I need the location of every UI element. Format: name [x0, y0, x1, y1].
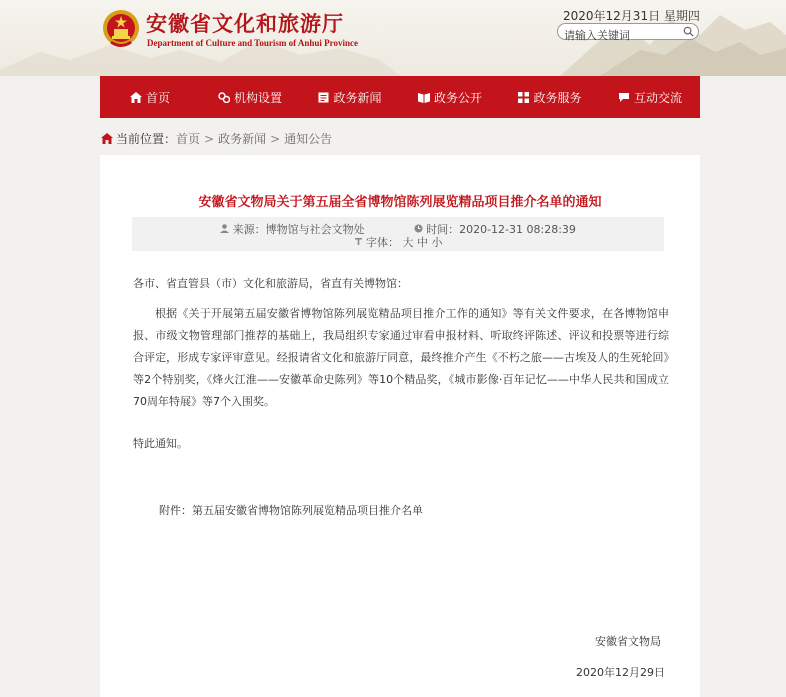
home-icon	[130, 92, 142, 103]
breadcrumb	[101, 130, 332, 147]
current-date: 2020年12月31日 星期四	[563, 9, 700, 23]
news-icon	[318, 92, 329, 103]
search-input[interactable]	[558, 28, 676, 43]
site-subtitle: Department of Culture and Tourism of Anhui Province	[147, 38, 358, 48]
nav-item-organization[interactable]	[200, 76, 300, 118]
font-size-medium[interactable]: 中	[417, 236, 428, 249]
breadcrumb-separator: >	[270, 131, 281, 146]
nav-label: 首页	[145, 90, 170, 105]
user-icon	[220, 224, 229, 233]
breadcrumb-separator: >	[204, 131, 215, 146]
article-salutation: 各市、省直管县（市）文化和旅游局，省直有关博物馆：	[133, 277, 408, 290]
article-panel	[100, 155, 700, 697]
search-icon[interactable]	[683, 26, 694, 37]
search-box	[557, 23, 699, 40]
breadcrumb-item-notices[interactable]: 通知公告	[284, 132, 333, 146]
open-icon	[418, 92, 430, 103]
signature: 安徽省文物局	[595, 635, 661, 648]
site-header	[0, 0, 786, 76]
main-nav	[100, 76, 700, 118]
article-time: 时间：2020-12-31 08:28:39	[426, 223, 576, 236]
nav-item-news[interactable]	[300, 76, 400, 118]
nav-item-open[interactable]	[400, 76, 500, 118]
article-paragraph: 根据《关于开展第五届安徽省博物馆陈列展览精品项目推介工作的通知》等有关文件要求，在各博物馆申报、市级文物管理部门推荐的基础上，我局组织专家通过审看申报材料、听取终评陈述、评议和投票等进行综合评定，形成专家评审意见。经报请省文化和旅游厅同意，最终推介产生《不朽之旅——古埃及人的生死轮回》等2个特别奖，《烽火江淮——安徽革命史陈列》等10个精品奖，《城市影像·百年记忆——中华人民共和国成立70周年特展》等7个入围奖。	[133, 307, 669, 408]
org-icon	[218, 92, 230, 103]
nav-item-services[interactable]	[500, 76, 600, 118]
attachment-link[interactable]: 附件：第五届安徽省博物馆陈列展览精品项目推介名单	[159, 504, 423, 517]
article-notice: 特此通知。	[133, 437, 188, 450]
signature-date: 2020年12月29日	[576, 666, 665, 679]
home-icon	[101, 133, 113, 144]
site-title[interactable]: 安徽省文化和旅游厅	[146, 11, 344, 36]
breadcrumb-item-news[interactable]: 政务新闻	[218, 132, 267, 146]
font-size-label: 字体：	[366, 236, 399, 249]
nav-label: 政务服务	[533, 90, 582, 105]
nav-label: 机构设置	[233, 90, 282, 105]
clock-icon	[414, 224, 423, 233]
article-meta	[132, 217, 664, 251]
article-title: 安徽省文物局关于第五届全省博物馆陈列展览精品项目推介名单的通知	[198, 195, 602, 210]
nav-item-interaction[interactable]	[600, 76, 700, 118]
article-source: 来源：博物馆与社会文物处	[232, 223, 365, 236]
breadcrumb-label: 当前位置：	[116, 132, 177, 146]
breadcrumb-item-home[interactable]: 首页	[176, 132, 201, 146]
nav-label: 互动交流	[633, 90, 682, 105]
nav-label: 政务新闻	[333, 90, 382, 105]
font-size-small[interactable]: 小	[431, 236, 443, 249]
font-size-large[interactable]: 大	[402, 236, 414, 249]
grid-icon	[518, 92, 529, 103]
national-emblem-icon	[102, 9, 140, 49]
font-icon	[354, 237, 363, 246]
nav-label: 政务公开	[433, 90, 482, 105]
nav-item-home[interactable]	[100, 76, 200, 118]
chat-icon	[618, 92, 630, 103]
